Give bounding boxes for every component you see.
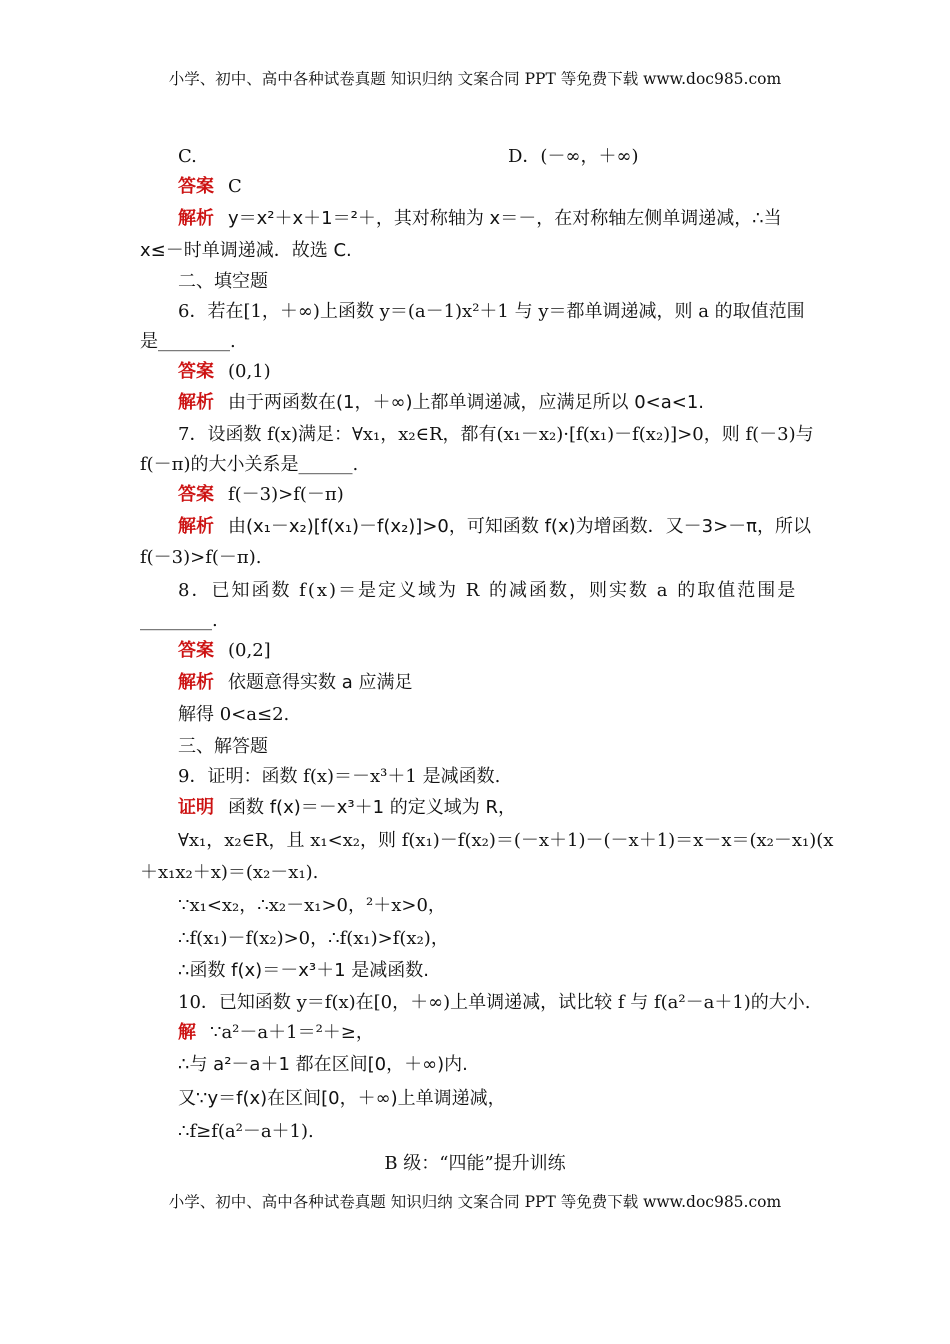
section-b-title: B 级：“四能”提升训练 <box>384 1153 566 1174</box>
section-fill-blank: 二、填空题 <box>178 271 268 292</box>
q6-stem-1: 6．若在[1，＋∞)上函数 y＝(a－1)x²＋1 与 y＝都单调递减，则 a 的取值范围 <box>178 301 805 322</box>
q7-stem-1: 7．设函数 f(x)满足：∀x₁，x₂∈R，都有(x₁－x₂)·[f(x₁)－f(x₂)]>0，则 f(－3)与 <box>178 424 814 445</box>
analysis-label: 解析 <box>178 208 214 229</box>
q10-sol-4: ∴f≥f(a²－a＋1). <box>178 1121 314 1142</box>
q9-stem: 9．证明：函数 f(x)＝－x³＋1 是减函数. <box>178 766 501 787</box>
q9-proof-4: ∵x₁<x₂，∴x₂－x₁>0，²＋x>0， <box>178 895 446 916</box>
page-footer: 小学、初中、高中各种试卷真题 知识归纳 文案合同 PPT 等免费下载 www.doc985.com <box>168 1193 782 1211</box>
q9-proof-1: 函数 f(x)＝－x³＋1 的定义域为 R， <box>228 797 517 818</box>
answer-label: 答案 <box>178 176 214 197</box>
q10-sol-3: 又∵y＝f(x)在区间[0，＋∞)上单调递减， <box>178 1088 506 1109</box>
q8-analysis: 依题意得实数 a 应满足 <box>228 672 413 693</box>
q7-stem-2: f(－π)的大小关系是______. <box>140 454 359 475</box>
q7-analysis-1: 由(x₁－x₂)[f(x₁)－f(x₂)]>0，可知函数 f(x)为增函数．又－3>－π，所以 <box>228 516 811 537</box>
q9-proof-3: ＋x₁x₂＋x)＝(x₂－x₁). <box>140 862 319 883</box>
q9-proof-6: ∴函数 f(x)＝－x³＋1 是减函数. <box>178 960 429 981</box>
q6-answer: (0,1) <box>228 361 271 382</box>
q5-option-d: D．(－∞，＋∞) <box>508 146 639 167</box>
q10-sol-2: ∴与 a²－a＋1 都在区间[0，＋∞)内. <box>178 1054 468 1075</box>
q9-proof-2: ∀x₁，x₂∈R，且 x₁<x₂，则 f(x₁)－f(x₂)＝(－x＋1)－(－x＋1)＝x－x＝(x₂－x₁)(x <box>178 830 834 851</box>
q6-analysis: 由于两函数在(1，＋∞)上都单调递减，应满足所以 0<a<1. <box>228 392 705 413</box>
section-answer-questions: 三、解答题 <box>178 736 268 757</box>
answer-label: 答案 <box>178 361 214 382</box>
q7-answer-line <box>178 484 344 506</box>
q8-answer: (0,2] <box>228 640 271 661</box>
answer-label: 答案 <box>178 484 214 505</box>
q8-stem-2: ________. <box>140 610 218 631</box>
answer-label: 答案 <box>178 640 214 661</box>
q8-result: 解得 0<a≤2. <box>178 704 290 725</box>
q10-solution-line <box>178 1022 374 1044</box>
q7-analysis-2: f(－3)>f(－π). <box>140 547 262 568</box>
q5-analysis-2: x≤－时单调递减．故选 C. <box>140 240 352 261</box>
q7-analysis-line <box>178 516 811 538</box>
q6-answer-line <box>178 361 271 383</box>
q6-analysis-line <box>178 392 704 414</box>
q8-answer-line <box>178 640 271 662</box>
q9-proof-5: ∴f(x₁)－f(x₂)>0，∴f(x₁)>f(x₂)， <box>178 928 449 949</box>
q5-option-c: C. <box>178 146 197 167</box>
solution-label: 解 <box>178 1022 196 1043</box>
analysis-label: 解析 <box>178 392 214 413</box>
q5-analysis-1: y＝x²＋x＋1＝²＋，其对称轴为 x＝－，在对称轴左侧单调递减，∴当 <box>228 208 782 229</box>
q10-sol-1: ∵a²－a＋1＝²＋≥， <box>210 1022 374 1043</box>
q8-stem-1: 8．已知函数 f(x)＝是定义域为 R 的减函数，则实数 a 的取值范围是 <box>178 580 798 601</box>
analysis-label: 解析 <box>178 672 214 693</box>
q5-answer: C <box>228 176 242 197</box>
q7-answer: f(－3)>f(－π) <box>228 484 344 505</box>
analysis-label: 解析 <box>178 516 214 537</box>
q8-analysis-line <box>178 672 412 694</box>
q5-answer-line <box>178 176 242 198</box>
proof-label: 证明 <box>178 797 214 818</box>
q10-stem: 10．已知函数 y＝f(x)在[0，＋∞)上单调递减，试比较 f 与 f(a²－a＋1)的大小. <box>178 992 811 1013</box>
q5-analysis-line <box>178 208 782 230</box>
page-header: 小学、初中、高中各种试卷真题 知识归纳 文案合同 PPT 等免费下载 www.doc985.com <box>168 70 782 88</box>
q6-stem-2: 是________. <box>140 331 236 352</box>
q9-proof-line <box>178 797 516 819</box>
